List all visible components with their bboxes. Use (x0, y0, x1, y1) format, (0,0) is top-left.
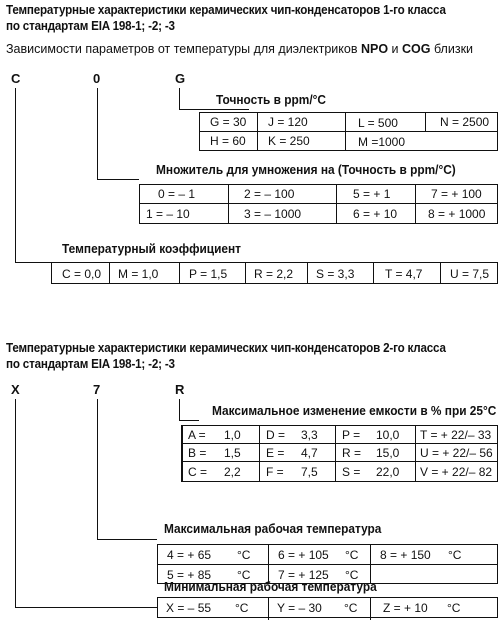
tolerance-col-divider (257, 113, 258, 150)
tolerance-table (199, 112, 498, 151)
capacitance-col-divider (335, 426, 336, 481)
max-temp-unit: °C (237, 568, 251, 582)
max-temp-cell: 5 = + 85 (167, 568, 212, 582)
multiplier-cell: 1 = – 10 (146, 207, 190, 221)
connector-7-vertical (97, 399, 98, 540)
connector-x-vertical (15, 399, 16, 608)
coefficient-cell: C = 0,0 (62, 267, 102, 281)
code-letter-r: R (175, 382, 185, 397)
max-temp-header: Максимальная рабочая температура (164, 522, 382, 536)
capacitance-cell: 15,0 (376, 446, 400, 460)
tolerance-row-divider (200, 131, 497, 132)
connector-x-horizontal (15, 607, 157, 608)
capacitance-cell: T = + 22/– 33 (420, 428, 492, 442)
code-letter-7: 7 (93, 382, 101, 397)
max-temp-cell: 8 = + 150 (380, 548, 431, 562)
multiplier-cell: 2 = – 100 (244, 187, 295, 201)
min-temp-cell: Z = + 10 (383, 601, 428, 615)
connector-r-vertical (179, 399, 180, 421)
multiplier-col-divider (415, 185, 416, 223)
min-temp-cell: Y = – 30 (277, 601, 322, 615)
tolerance-cell: L = 500 (358, 116, 398, 130)
subtitle-tail: близки (430, 42, 474, 56)
coefficient-col-divider (307, 263, 308, 283)
tolerance-cell: K = 250 (268, 134, 310, 148)
capacitance-cell: R = (342, 446, 362, 460)
capacitance-cell: P = (342, 428, 361, 442)
coefficient-col-divider (109, 263, 110, 283)
capacitance-cell: 1,5 (224, 446, 241, 460)
tolerance-header-underline (199, 109, 249, 110)
multiplier-table (139, 184, 498, 224)
capacitance-cell: U = + 22/– 56 (420, 446, 493, 460)
multiplier-cell: 3 = – 1000 (244, 207, 302, 221)
max-temp-row-divider (158, 564, 497, 565)
connector-0-horizontal (97, 179, 139, 180)
capacitance-cell: V = + 22/– 82 (420, 465, 493, 479)
multiplier-cell: 7 = + 100 (431, 187, 482, 201)
capacitance-row-divider (182, 461, 497, 462)
coefficient-col-divider (373, 263, 374, 283)
code-letter-0: 0 (93, 71, 101, 86)
capacitance-col-divider (259, 426, 260, 481)
capacitance-cell: B = (188, 446, 207, 460)
capacitance-row-divider (182, 443, 497, 444)
subtitle-and: и (388, 42, 402, 56)
tolerance-header: Точность в ppm/°C (216, 93, 326, 107)
coefficient-header: Температурный коэффициент (62, 242, 241, 256)
max-temp-unit: °C (345, 548, 359, 562)
multiplier-cell: 0 = – 1 (158, 187, 196, 201)
connector-g-horizontal (179, 109, 199, 110)
tolerance-cell: G = 30 (210, 115, 247, 129)
min-temp-header: Минимальная рабочая температура (164, 580, 377, 594)
max-temp-unit: °C (237, 548, 251, 562)
multiplier-col-divider (336, 185, 337, 223)
max-temp-col-divider (370, 545, 371, 583)
max-temp-cell: 4 = + 65 (167, 548, 212, 562)
connector-c-vertical (15, 88, 16, 263)
section1-title-line1: Температурные характеристики керамических чип-конденсаторов 1-го класса (6, 3, 446, 17)
capacitance-cell: E = (266, 446, 285, 460)
capacitance-cell: 2,2 (224, 465, 241, 479)
section1-title-line2: по стандартам EIA 198-1; -2; -3 (6, 19, 175, 33)
capacitance-cell: S = (342, 465, 361, 479)
max-temp-col-divider (268, 545, 269, 583)
max-temp-unit: °C (345, 568, 359, 582)
capacitance-cell: A = (188, 428, 206, 442)
min-temp-col-divider (370, 598, 371, 620)
section2-title-line2: по стандартам EIA 198-1; -2; -3 (6, 357, 175, 371)
connector-r-horizontal (179, 420, 199, 421)
capacitance-col-divider (182, 426, 183, 481)
coefficient-col-divider (179, 263, 180, 283)
section2-title-line1: Температурные характеристики керамических чип-конденсаторов 2-го класса (6, 341, 446, 355)
tolerance-cell: N = 2500 (440, 115, 490, 129)
coefficient-cell: U = 7,5 (450, 267, 490, 281)
multiplier-cell: 8 = + 1000 (428, 207, 486, 221)
tolerance-cell: H = 60 (210, 134, 246, 148)
capacitance-cell: 22,0 (376, 465, 400, 479)
capacitance-cell: C = (188, 465, 208, 479)
capacitance-col-divider (415, 426, 416, 481)
multiplier-cell: 6 = + 10 (353, 207, 398, 221)
multiplier-col-divider (228, 185, 229, 223)
tolerance-cell: M =1000 (358, 135, 406, 149)
min-temp-cell: X = – 55 (166, 601, 212, 615)
coefficient-cell: S = 3,3 (316, 267, 355, 281)
tolerance-col-divider (425, 113, 426, 131)
tolerance-cell: J = 120 (268, 115, 308, 129)
multiplier-header: Множитель для умножения на (Точность в ppm/°C) (156, 163, 456, 177)
connector-7-horizontal (97, 539, 157, 540)
max-temp-cell: 7 = + 125 (278, 568, 329, 582)
connector-0-vertical (97, 88, 98, 180)
code-letter-x: X (11, 382, 20, 397)
capacitance-cell: 3,3 (301, 428, 318, 442)
subtitle-text: Зависимости параметров от температуры для диэлектриков (6, 42, 361, 56)
capacitance-cell: 10,0 (376, 428, 400, 442)
multiplier-row-divider (140, 203, 497, 204)
code-letter-c: C (11, 71, 21, 86)
capacitance-cell: 7,5 (301, 465, 318, 479)
capacitance-header: Максимальное изменение емкости в % при 25°C (212, 404, 497, 418)
subtitle-cog: COG (402, 42, 431, 56)
capacitance-cell: 1,0 (224, 428, 241, 442)
min-temp-unit: °C (344, 601, 358, 615)
max-temp-table (157, 544, 498, 584)
code-letter-g: G (175, 71, 186, 86)
coefficient-col-divider (245, 263, 246, 283)
section1-subtitle (6, 42, 473, 56)
coefficient-cell: M = 1,0 (118, 267, 159, 281)
max-temp-cell: 6 = + 105 (278, 548, 329, 562)
min-temp-col-divider (268, 598, 269, 620)
connector-g-vertical (179, 88, 180, 110)
tolerance-col-divider (345, 113, 346, 150)
coefficient-table (51, 262, 498, 284)
capacitance-cell: 4,7 (301, 446, 318, 460)
coefficient-cell: T = 4,7 (385, 267, 423, 281)
coefficient-cell: P = 1,5 (189, 267, 228, 281)
multiplier-cell: 5 = + 1 (353, 187, 391, 201)
min-temp-unit: °C (235, 601, 249, 615)
coefficient-cell: R = 2,2 (254, 267, 294, 281)
min-temp-unit: °C (447, 601, 461, 615)
coefficient-col-divider (440, 263, 441, 283)
max-temp-unit: °C (448, 548, 462, 562)
connector-c-horizontal (15, 262, 51, 263)
capacitance-cell: F = (266, 465, 284, 479)
capacitance-cell: D = (266, 428, 286, 442)
capacitance-table (181, 425, 498, 482)
subtitle-npo: NPO (360, 42, 389, 56)
